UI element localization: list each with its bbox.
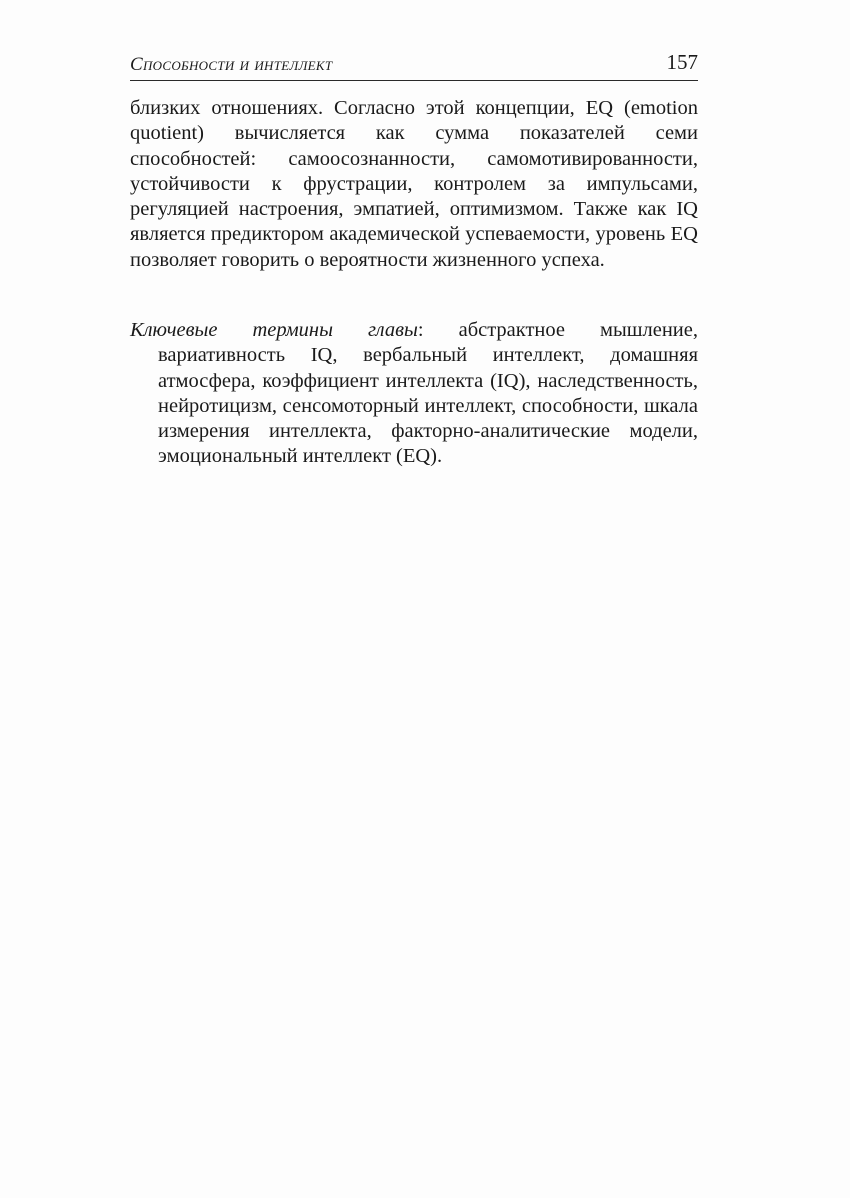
key-terms-block — [130, 318, 698, 470]
running-title: Способности и интеллект — [130, 54, 333, 75]
body-paragraph-block — [130, 96, 698, 273]
key-terms-lead: Ключевые термины главы — [130, 319, 418, 341]
key-terms-list: абстрактное мышление, вариативность IQ, вербальный интеллект, домашняя атмосфера, коэффициент интеллекта (IQ), наследственность, нейротицизм, сенсомоторный интеллект, способности, шкала измерения интеллекта, факторно-аналитические модели, эмоциональный интеллект (EQ). — [158, 319, 698, 468]
running-header — [130, 50, 698, 81]
key-terms-separator: : — [417, 319, 459, 341]
body-paragraph: близких отношениях. Согласно этой концепции, EQ (emotion quotient) вычисляется как сумма показателей семи способностей: самоосознанности, самомотивированности, устойчивости к фрустрации, контролем за импульсами, регуляцией настроения, эмпатией, оптимизмом. Также как IQ является предиктором академической успеваемости, уровень EQ позволяет говорить о вероятности жизненного успеха. — [130, 97, 698, 271]
page-number: 157 — [666, 50, 698, 74]
